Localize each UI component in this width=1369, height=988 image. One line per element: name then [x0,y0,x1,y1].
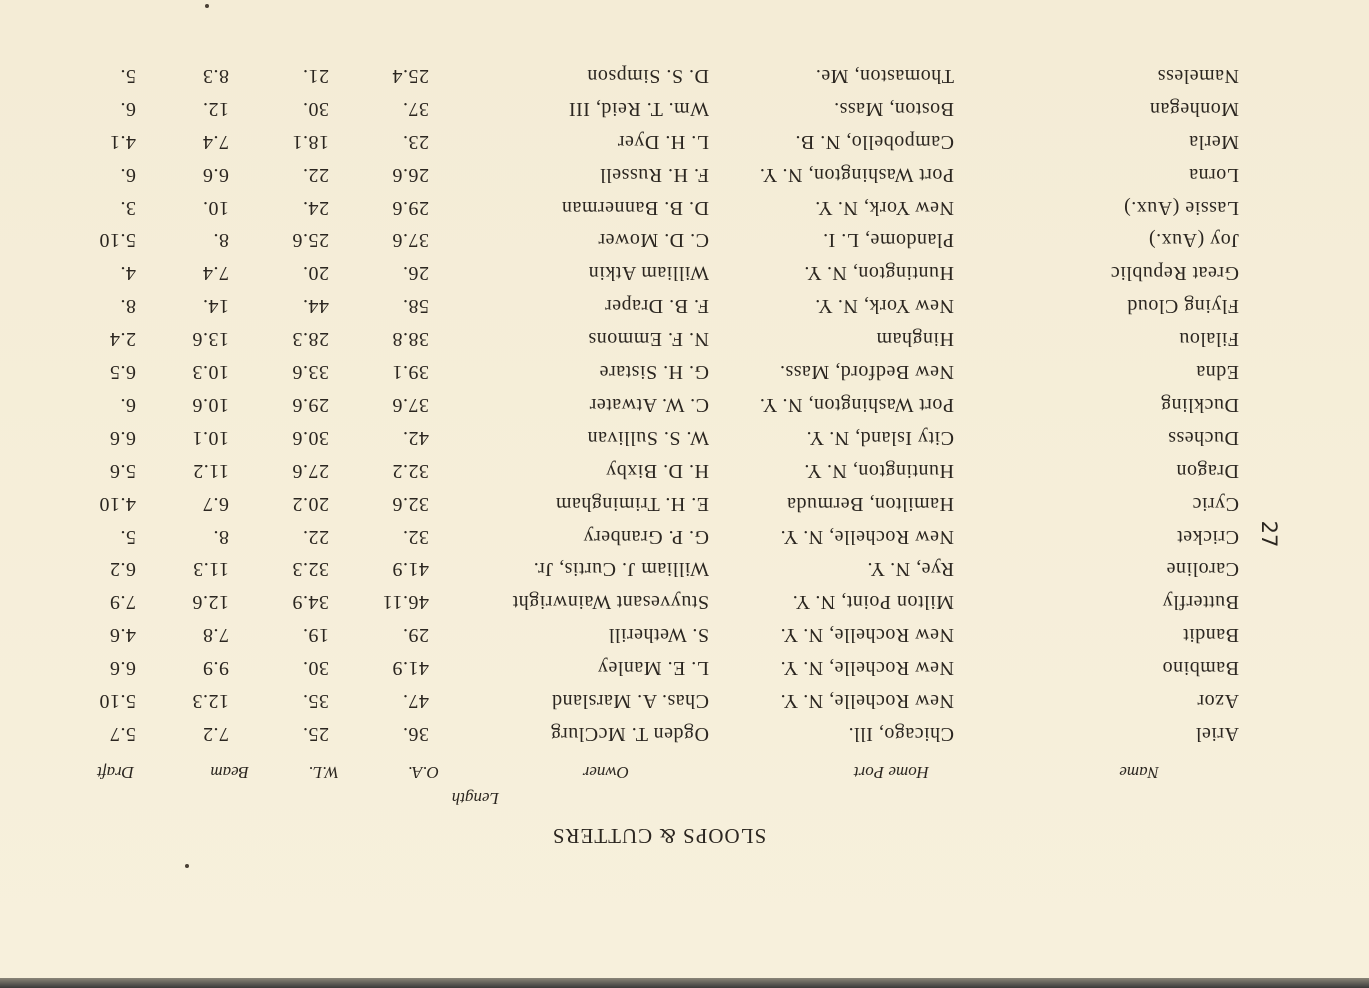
cell-wl: 20. [302,262,329,285]
table-row [0,316,1369,350]
speck [185,864,189,868]
cell-oa: 37.6 [392,394,429,416]
cell-name: Great Republic [1110,262,1239,285]
cell-oa: 25.4 [392,65,429,87]
cell-oa: 46.11 [382,591,429,614]
header-beam: Beam [210,763,249,782]
cell-beam: 10.6 [192,394,229,416]
cell-beam: 12.6 [192,591,229,614]
cell-draft: 6.5 [109,361,136,384]
cell-wl: 25. [302,723,329,745]
cell-name: Lassie (Aux.) [1123,196,1239,219]
header-home-port: Home Port [853,763,929,782]
cell-oa: 26.6 [392,163,429,186]
cell-beam: 8.3 [202,65,229,87]
table-row [0,185,1369,219]
cell-home-port: Plandome, L. I. [822,229,954,252]
cell-name: Joy (Aux.) [1148,229,1239,252]
cell-oa: 41.9 [392,558,429,581]
cell-wl: 32.3 [292,558,329,581]
page-title: SLOOPS & CUTTERS [551,824,767,848]
cell-owner: D. S. Simpson [586,65,709,87]
cell-beam: 14. [202,295,229,318]
cell-beam: 12. [202,97,229,120]
cell-name: Duckling [1160,394,1239,416]
cell-wl: 28.3 [292,328,329,351]
cell-home-port: Port Washington, N. Y. [759,163,954,186]
cell-name: Cyric [1192,492,1239,515]
cell-owner: F. B. Draper [604,295,709,318]
cell-oa: 32.6 [392,492,429,515]
cell-beam: 8. [213,229,229,252]
cell-draft: 5.10 [99,690,136,713]
cell-draft: 3. [120,196,136,219]
cell-owner: Chas. A. Marsland [551,690,709,713]
cell-draft: 6.2 [109,558,136,581]
cell-draft: 4.1 [109,130,136,153]
cell-wl: 30.6 [292,426,329,449]
cell-oa: 36. [402,723,429,745]
cell-draft: 6.6 [109,426,136,449]
cell-oa: 29.6 [392,196,429,219]
cell-name: Caroline [1166,558,1239,581]
table-row [0,481,1369,515]
cell-wl: 44. [302,295,329,318]
cell-beam: 10.3 [192,361,229,384]
cell-beam: 8. [213,525,229,548]
table-row [0,514,1369,548]
cell-owner: S. Wetherill [608,624,709,647]
cell-oa: 41.9 [392,657,429,680]
cell-oa: 37. [402,97,429,120]
cell-owner: Ogden T. McClurg [550,723,709,745]
header-draft: Draft [97,763,134,782]
cell-owner: G. P. Granbery [583,525,709,548]
table-row [0,579,1369,613]
cell-beam: 11.2 [192,459,229,482]
cell-draft: 5. [120,525,136,548]
cell-name: Nameless [1157,65,1239,87]
table-row [0,218,1369,252]
cell-owner: C. D. Mower [597,229,709,252]
cell-name: Bandit [1182,624,1239,647]
cell-wl: 34.9 [292,591,329,614]
cell-name: Cricket [1176,525,1239,548]
cell-home-port: Hingham [876,328,954,351]
cell-wl: 19. [302,624,329,647]
cell-wl: 18.1 [292,130,329,153]
table-row [0,448,1369,482]
table-row [0,152,1369,186]
cell-beam: 11.3 [192,558,229,581]
cell-oa: 32. [402,525,429,548]
cell-name: Monhegan [1149,97,1239,120]
cell-oa: 29. [402,624,429,647]
cell-home-port: Milton Point, N. Y. [792,591,954,614]
cell-wl: 27.6 [292,459,329,482]
cell-draft: 6. [120,97,136,120]
table-row [0,678,1369,712]
cell-owner: H. D. Bixby [605,459,709,482]
cell-oa: 23. [402,130,429,153]
cell-wl: 20.2 [292,492,329,515]
cell-beam: 13.6 [192,328,229,351]
cell-home-port: New York, N. Y. [814,295,954,318]
cell-home-port: Port Washington, N. Y. [759,394,954,416]
cell-draft: 2.4 [109,328,136,351]
cell-name: Butterfly [1162,591,1239,614]
cell-beam: 10.1 [192,426,229,449]
table-row [0,119,1369,153]
cell-home-port: Huntington, N. Y. [803,459,954,482]
cell-draft: 7.9 [109,591,136,614]
cell-home-port: Rye, N. Y. [867,558,954,581]
header-name: Name [1119,763,1159,782]
cell-name: Dragon [1176,459,1239,482]
cell-beam: 7.4 [202,130,229,153]
cell-draft: 4.6 [109,624,136,647]
cell-owner: D. B. Bannerman [561,196,709,219]
cell-oa: 47. [402,690,429,713]
cell-draft: 6.6 [109,657,136,680]
cell-owner: C. W. Atwater [589,394,709,416]
cell-beam: 7.4 [202,262,229,285]
cell-home-port: Thomaston, Me. [815,65,954,87]
table-row [0,86,1369,120]
length-group-label: Length [451,789,499,808]
cell-owner: Stuyvesant Wainwright [512,591,709,614]
cell-owner: G. H. Sistare [599,361,709,384]
cell-draft: 8. [120,295,136,318]
cell-home-port: New Bedford, Mass. [779,361,954,384]
cell-beam: 7.2 [202,723,229,745]
table-row [0,645,1369,679]
cell-owner: L. H. Dyer [617,130,709,153]
cell-wl: 30. [302,657,329,680]
table-header [0,748,1369,782]
cell-draft: 5.7 [109,723,136,745]
cell-draft: 5.6 [109,459,136,482]
cell-home-port: City Island, N. Y. [806,426,954,449]
cell-draft: 5.10 [99,229,136,252]
cell-owner: E. H. Trimingham [555,492,709,515]
cell-name: Merla [1188,130,1239,153]
cell-wl: 25.6 [292,229,329,252]
table-row [0,612,1369,646]
table-row [0,250,1369,284]
cell-home-port: Huntington, N. Y. [803,262,954,285]
cell-wl: 29.6 [292,394,329,416]
cell-home-port: New Rochelle, N. Y. [780,690,954,713]
table-row [0,711,1369,745]
cell-home-port: Campobello, N. B. [794,130,954,153]
cell-oa: 38.8 [392,328,429,351]
cell-owner: N. F. Emmons [587,328,709,351]
cell-oa: 26. [402,262,429,285]
cell-owner: William J. Curtis, Jr. [533,558,709,581]
cell-home-port: New Rochelle, N. Y. [780,624,954,647]
cell-owner: William Atkin [588,262,709,285]
cell-wl: 30. [302,97,329,120]
cell-oa: 39.1 [392,361,429,384]
cell-draft: 6. [120,163,136,186]
cell-wl: 22. [302,163,329,186]
cell-draft: 5. [120,65,136,87]
cell-oa: 42. [402,426,429,449]
cell-draft: 4.10 [99,492,136,515]
speck [205,4,209,8]
page-number: 27 [1257,520,1281,548]
header-oa: O.A. [407,763,439,782]
cell-name: Duchess [1167,426,1239,449]
cell-home-port: New York, N. Y. [814,196,954,219]
cell-name: Edna [1195,361,1239,384]
table-row [0,349,1369,383]
cell-beam: 9.9 [202,657,229,680]
cell-wl: 24. [302,196,329,219]
cell-name: Lorna [1188,163,1239,186]
cell-name: Filalou [1178,328,1239,351]
table-row [0,382,1369,416]
cell-draft: 4. [120,262,136,285]
cell-owner: L. E. Manley [597,657,709,680]
cell-name: Flying Cloud [1126,295,1239,318]
cell-home-port: Boston, Mass. [833,97,954,120]
cell-home-port: New Rochelle, N. Y. [780,657,954,680]
cell-home-port: Hamilton, Bermuda [786,492,954,515]
table-row [0,547,1369,581]
cell-beam: 10. [202,196,229,219]
cell-oa: 37.6 [392,229,429,252]
cell-beam: 7.8 [202,624,229,647]
cell-owner: F. H. Russell [599,163,709,186]
cell-beam: 12.3 [192,690,229,713]
cell-owner: Wm. T. Reid, III [568,97,709,120]
table-row [0,415,1369,449]
cell-wl: 33.6 [292,361,329,384]
table-row [0,53,1369,87]
cell-home-port: New Rochelle, N. Y. [780,525,954,548]
cell-wl: 35. [302,690,329,713]
cell-oa: 32.2 [392,459,429,482]
cell-draft: 6. [120,394,136,416]
header-owner: Owner [582,763,629,782]
cell-name: Azor [1197,690,1239,713]
table-row [0,283,1369,317]
cell-name: Ariel [1195,723,1239,745]
cell-beam: 6.6 [202,163,229,186]
cell-wl: 21. [302,65,329,87]
cell-beam: 6.7 [202,492,229,515]
page-edge [0,978,1369,988]
cell-oa: 58. [402,295,429,318]
cell-name: Bambino [1162,657,1239,680]
cell-wl: 22. [302,525,329,548]
header-wl: W.L. [308,763,339,782]
cell-home-port: Chicago, Ill. [848,723,954,745]
cell-owner: W. S. Sullivan [587,426,709,449]
